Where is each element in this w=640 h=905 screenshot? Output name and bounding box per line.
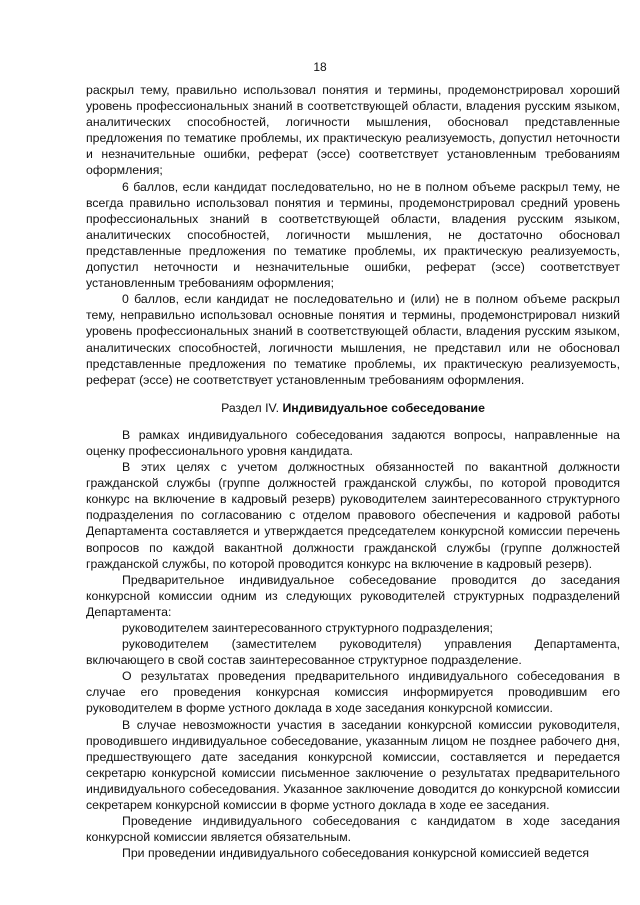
paragraph: При проведении индивидуального собеседования конкурсной комиссией ведется [122, 846, 590, 861]
paragraph: Предварительное индивидуальное собеседование проводится до заседания конкурсной комиссии одним из следующих руководителей структурных подразделений Департамента: [86, 572, 620, 619]
paragraph-0-points: 0 баллов, если кандидат не последовательно и (или) не в полном объеме раскрыл тему, неправильно использовал основные понятия и термины, продемонстрировал низкий уровень профессиональных знаний в соответствующей области, владения русским языком, аналитических способностей, логичности мышления, не представил или не обосновал представленные предложения по тематике проблемы, их практическую реализуемость, реферат (эссе) не соответствует установленным требованиям оформления. [86, 292, 620, 387]
list-item: руководителем (заместителем руководителя) управления Департамента, включающего в свой состав заинтересованное структурное подразделение. [86, 637, 620, 668]
paragraph: В случае невозможности участия в заседании конкурсной комиссии руководителя, проводившего индивидуальное собеседование, указанным лицом не позднее рабочего дня, предшествующего дате заседания конкурсной комиссии, составляется и передается секретарю конкурсной комиссии письменное заключение о результатах предварительного индивидуального собеседования. Указанное заключение доводится до конкурсной комиссии секретарем конкурсной комиссии в форме устного доклада в ходе ее заседания. [86, 717, 620, 813]
page-number: 18 [313, 60, 327, 74]
list-item: руководителем заинтересованного структурного подразделения; [122, 621, 493, 635]
section-heading [86, 400, 620, 416]
paragraph: В рамках индивидуального собеседования задаются вопросы, направленные на оценку профессионального уровня кандидата. [86, 427, 620, 458]
paragraph: О результатах проведения предварительного индивидуального собеседования в случае его проведения конкурсная комиссия информируется проводившим его руководителем в форме устного доклада в ходе заседания конкурсной комиссии. [86, 669, 620, 716]
paragraph-6-points: 6 баллов, если кандидат последовательно, но не в полном объеме раскрыл тему, не всегда правильно использовал понятия и термины, продемонстрировал средний уровень профессиональных знаний в соответствующей области, владения русским языком, аналитических способностей, логичности мышления, не достаточно обосновал представленные предложения по тематике проблемы, их практическую реализуемость, допустил неточности и незначительные ошибки, реферат (эссе) соответствует установленным требованиям оформления; [86, 179, 620, 291]
document-body [86, 82, 620, 861]
paragraph: В этих целях с учетом должностных обязанностей по вакантной должности гражданской службы (группе должностей гражданской службы, по которой проводится конкурс на включение в кадровый резерв) руководителем заинтересованного структурного подразделения по согласованию с отделом правового обеспечения и кадровой работы Департамента составляется и утверждается председателем конкурсной комиссии перечень вопросов по каждой вакантной должности гражданской службы (группе должностей гражданской службы, по которой проводится конкурс на включение в кадровый резерв). [86, 460, 620, 571]
section-prefix: Раздел IV. [221, 400, 283, 415]
section-title: Индивидуальное собеседование [282, 400, 485, 415]
paragraph-continuation: раскрыл тему, правильно использовал понятия и термины, продемонстрировал хороший уровень профессиональных знаний в соответствующей области, владения русским языком, аналитических способностей, логичности мышления, обосновал представленные предложения по тематике проблемы, их практическую реализуемость, допустил неточности и незначительные ошибки, реферат (эссе) соответствует установленным требованиям оформления; [86, 83, 620, 178]
paragraph: Проведение индивидуального собеседования с кандидатом в ходе заседания конкурсной комиссии является обязательным. [86, 814, 620, 845]
